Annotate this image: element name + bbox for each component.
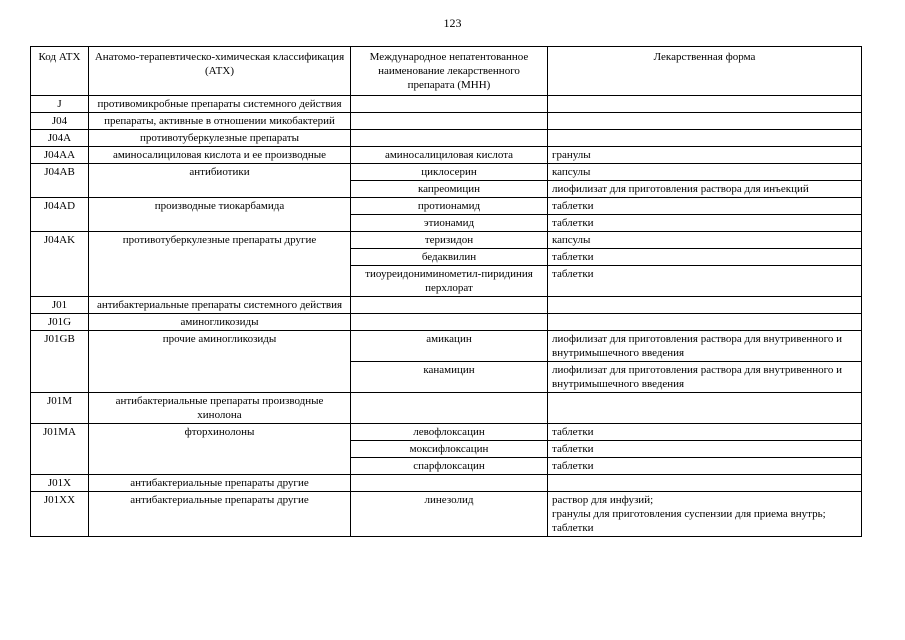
dosage-form-cell: таблетки	[548, 441, 862, 458]
atx-code-cell: J01GB	[31, 331, 89, 393]
dosage-form-cell	[548, 96, 862, 113]
atx-code-cell: J04AB	[31, 164, 89, 198]
atx-code-cell: J01X	[31, 475, 89, 492]
mnn-cell: теризидон	[351, 232, 548, 249]
classification-cell: противотуберкулезные препараты	[89, 130, 351, 147]
mnn-cell	[351, 393, 548, 424]
table-body	[31, 96, 862, 537]
dosage-form-cell: таблетки	[548, 215, 862, 232]
table-header-row	[31, 47, 862, 96]
dosage-form-cell	[548, 492, 862, 537]
atx-code-cell: J04AK	[31, 232, 89, 297]
classification-cell: препараты, активные в отношении микобактерий	[89, 113, 351, 130]
mnn-cell: спарфлоксацин	[351, 458, 548, 475]
dosage-form-cell: лиофилизат для приготовления раствора для внутривенного и внутримышечного введения	[548, 362, 862, 393]
atx-code-cell: J01MA	[31, 424, 89, 475]
classification-cell: антибактериальные препараты другие	[89, 475, 351, 492]
classification-cell: прочие аминогликозиды	[89, 331, 351, 393]
table-row	[31, 198, 862, 215]
mnn-cell: капреомицин	[351, 181, 548, 198]
table-row	[31, 492, 862, 537]
dosage-form-cell	[548, 113, 862, 130]
table-row	[31, 232, 862, 249]
mnn-cell	[351, 314, 548, 331]
dosage-form-cell: лиофилизат для приготовления раствора для внутривенного и внутримышечного введения	[548, 331, 862, 362]
header-classification: Анатомо-терапевтическо-химическая классификация (АТХ)	[89, 47, 351, 96]
classification-cell: антибактериальные препараты другие	[89, 492, 351, 537]
mnn-cell: бедаквилин	[351, 249, 548, 266]
atx-code-cell: J01G	[31, 314, 89, 331]
dosage-form-cell: таблетки	[548, 249, 862, 266]
mnn-cell: этионамид	[351, 215, 548, 232]
dosage-form-line: таблетки	[552, 522, 594, 534]
atx-table	[30, 46, 862, 537]
table-row	[31, 297, 862, 314]
mnn-cell: канамицин	[351, 362, 548, 393]
classification-cell: фторхинолоны	[89, 424, 351, 475]
table-row	[31, 130, 862, 147]
mnn-cell: амикацин	[351, 331, 548, 362]
atx-code-cell: J04AD	[31, 198, 89, 232]
dosage-form-cell: таблетки	[548, 458, 862, 475]
dosage-form-cell: лиофилизат для приготовления раствора для инъекций	[548, 181, 862, 198]
atx-code-cell: J01M	[31, 393, 89, 424]
mnn-cell: тиоуреидониминометил-пиридиния перхлорат	[351, 266, 548, 297]
mnn-cell: моксифлоксацин	[351, 441, 548, 458]
atx-code-cell: J04AA	[31, 147, 89, 164]
table-row	[31, 147, 862, 164]
dosage-form-line: гранулы для приготовления суспензии для приема внутрь;	[552, 508, 826, 520]
header-mnn: Международное непатентованное наименование лекарственного препарата (МНН)	[351, 47, 548, 96]
atx-code-cell: J	[31, 96, 89, 113]
table-row	[31, 475, 862, 492]
table-row	[31, 113, 862, 130]
classification-cell: аминогликозиды	[89, 314, 351, 331]
table-row	[31, 314, 862, 331]
mnn-cell	[351, 113, 548, 130]
mnn-cell	[351, 130, 548, 147]
classification-cell: антибактериальные препараты производные хинолона	[89, 393, 351, 424]
header-code: Код АТХ	[31, 47, 89, 96]
dosage-form-cell: капсулы	[548, 232, 862, 249]
table-row	[31, 96, 862, 113]
dosage-form-cell	[548, 475, 862, 492]
mnn-cell: протионамид	[351, 198, 548, 215]
classification-cell: производные тиокарбамида	[89, 198, 351, 232]
classification-cell: аминосалициловая кислота и ее производные	[89, 147, 351, 164]
mnn-cell	[351, 297, 548, 314]
table-row	[31, 393, 862, 424]
classification-cell: противотуберкулезные препараты другие	[89, 232, 351, 297]
header-form: Лекарственная форма	[548, 47, 862, 96]
atx-code-cell: J01	[31, 297, 89, 314]
atx-code-cell: J01XX	[31, 492, 89, 537]
atx-code-cell: J04A	[31, 130, 89, 147]
dosage-form-line: раствор для инфузий;	[552, 494, 654, 506]
dosage-form-cell: капсулы	[548, 164, 862, 181]
dosage-form-cell	[548, 393, 862, 424]
dosage-form-cell	[548, 314, 862, 331]
atx-code-cell: J04	[31, 113, 89, 130]
dosage-form-cell: гранулы	[548, 147, 862, 164]
dosage-form-cell	[548, 130, 862, 147]
mnn-cell: циклосерин	[351, 164, 548, 181]
dosage-form-cell: таблетки	[548, 424, 862, 441]
table-row	[31, 331, 862, 362]
mnn-cell	[351, 96, 548, 113]
classification-cell: антибактериальные препараты системного действия	[89, 297, 351, 314]
mnn-cell: левофлоксацин	[351, 424, 548, 441]
dosage-form-cell	[548, 297, 862, 314]
classification-cell: антибиотики	[89, 164, 351, 198]
page-number: 123	[443, 16, 462, 30]
dosage-form-cell: таблетки	[548, 198, 862, 215]
mnn-cell: аминосалициловая кислота	[351, 147, 548, 164]
classification-cell: противомикробные препараты системного действия	[89, 96, 351, 113]
table-row	[31, 164, 862, 181]
dosage-form-cell: таблетки	[548, 266, 862, 297]
table-row	[31, 424, 862, 441]
mnn-cell: линезолид	[351, 492, 548, 537]
mnn-cell	[351, 475, 548, 492]
